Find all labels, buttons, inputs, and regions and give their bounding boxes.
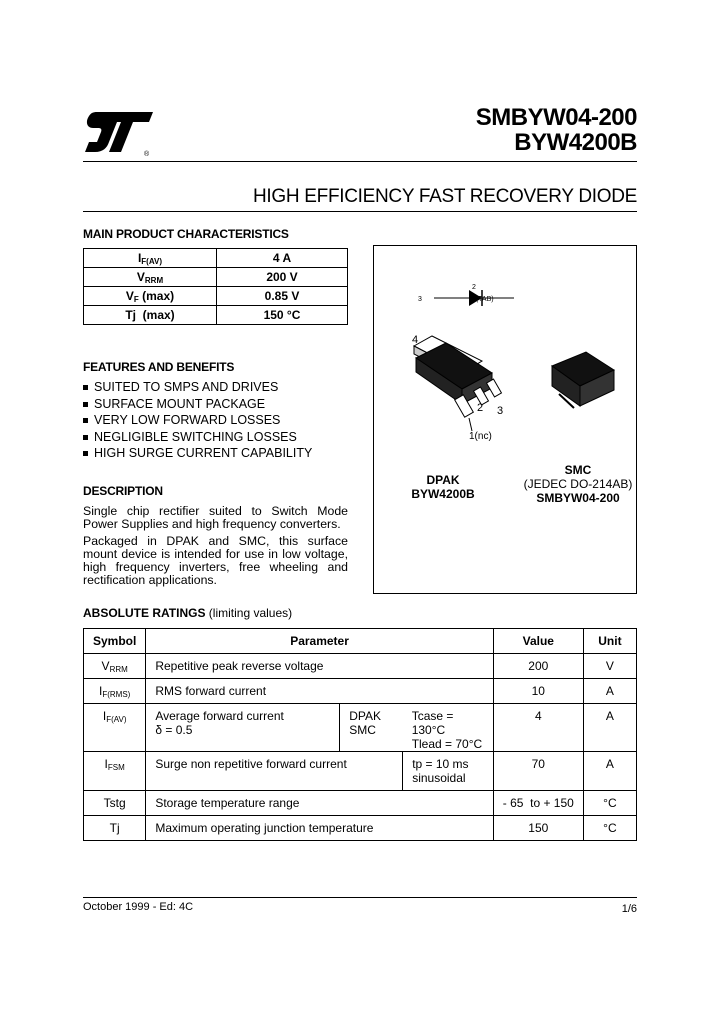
- table-row: $I_{F(RMS)}$ RMS forward current 10 A: [84, 679, 637, 704]
- subtitle-divider: [83, 211, 637, 212]
- part-number-secondary: BYW4200B: [514, 129, 637, 156]
- main-char-title: MAIN PRODUCT CHARACTERISTICS: [83, 227, 289, 241]
- package-box: [373, 245, 637, 594]
- table-row: Tj (max) 150 °C: [84, 306, 348, 325]
- dpak-label: DPAK BYW4200B: [411, 473, 475, 501]
- list-item: VERY LOW FORWARD LOSSES: [83, 413, 312, 430]
- table-row: $V_{RRM}$ Repetitive peak reverse voltage 200 V: [84, 654, 637, 679]
- features-title: FEATURES AND BENEFITS: [83, 360, 235, 374]
- registered-mark: ®: [144, 151, 150, 158]
- pin-2-label: 2: [472, 284, 476, 291]
- dpak-pin-1-label: 1(nc): [469, 431, 492, 442]
- list-item: NEGLIGIBLE SWITCHING LOSSES: [83, 430, 312, 447]
- description-p1: Single chip rectifier suited to Switch Mode Power Supplies and high frequency converters.: [83, 504, 348, 531]
- dpak-package-icon: [414, 336, 504, 431]
- pin-3-label: 3: [418, 296, 422, 303]
- main-char-table: [83, 248, 348, 325]
- table-row: $I_{FSM}$ Surge non repetitive forward current tp = 10 ms sinusoidal 70 A: [84, 752, 637, 791]
- description-title: DESCRIPTION: [83, 484, 163, 498]
- abs-ratings-table: [83, 628, 637, 841]
- header-divider: [83, 161, 637, 162]
- description-p2: Packaged in DPAK and SMC, this surface mount device is intended for use in low voltage, high frequency inverters, free wheeling and rectification applications.: [83, 534, 348, 587]
- table-row: Tj Maximum operating junction temperature 150 °C: [84, 816, 637, 841]
- footer-date: October 1999 - Ed: 4C: [83, 901, 194, 913]
- table-row: $V_{RRM}$ 200 V: [84, 268, 348, 287]
- table-row: Tstg Storage temperature range - 65 to + 150 °C: [84, 791, 637, 816]
- list-item: SUITED TO SMPS AND DRIVES: [83, 380, 312, 397]
- page-number: 1/6: [621, 903, 637, 915]
- list-item: SURFACE MOUNT PACKAGE: [83, 397, 312, 414]
- abs-ratings-title: ABSOLUTE RATINGS (limiting values): [83, 606, 293, 620]
- smc-package-icon: [552, 352, 614, 408]
- table-row: $I_{F(AV)}$ Average forward current δ = 0.5 DPAK SMC Tcase = 130°C Tlead = 70°C 4 A: [84, 704, 637, 752]
- table-row: $I_{F(AV)}$ 4 A: [84, 249, 348, 268]
- page-subtitle: HIGH EFFICIENCY FAST RECOVERY DIODE: [252, 186, 637, 207]
- list-item: HIGH SURGE CURRENT CAPABILITY: [83, 446, 312, 463]
- pin-4-tab-label: 4 (TAB): [470, 296, 494, 303]
- smc-label: SMC (JEDEC DO-214AB) SMBYW04-200: [523, 463, 633, 505]
- dpak-pin-3-label: 3: [497, 405, 504, 417]
- features-list: [83, 380, 312, 463]
- dpak-pin-4-label: 4: [412, 334, 419, 346]
- dpak-pin-2-label: 2: [477, 402, 484, 414]
- st-logo: [83, 108, 155, 158]
- package-drawings: [374, 246, 636, 593]
- part-number-primary: SMBYW04-200: [475, 104, 637, 131]
- footer-divider: [83, 897, 637, 898]
- table-header: Symbol Parameter Value Unit: [84, 629, 637, 654]
- table-row: $V_F$ (max) 0.85 V: [84, 287, 348, 306]
